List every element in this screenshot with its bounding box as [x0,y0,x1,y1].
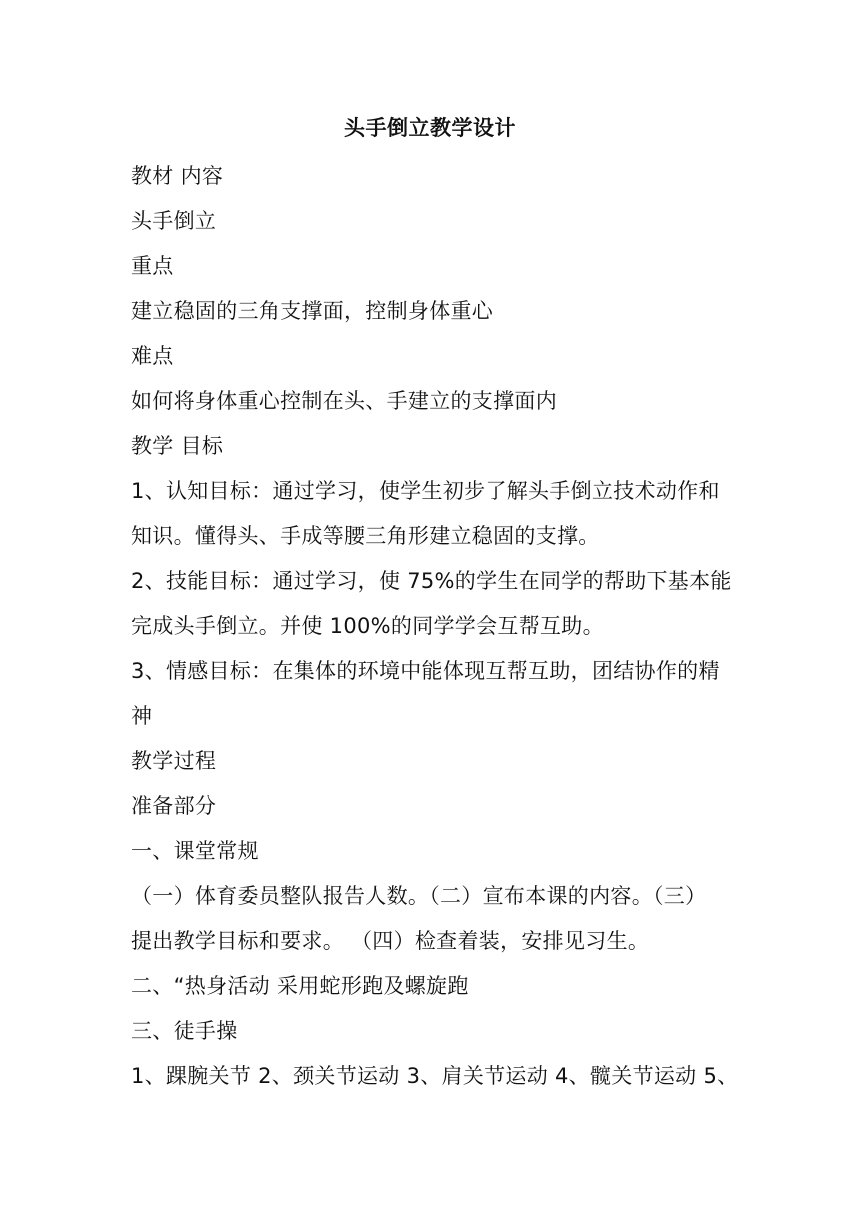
text-line: 提出教学目标和要求。 （四）检查着装，安排见习生。 [131,929,650,953]
text-line: 建立稳固的三角支撑面，控制身体重心 [131,299,494,323]
text-line: 完成头手倒立。并使 100%的同学学会互帮互助。 [131,614,604,638]
text-line: 准备部分 [131,794,217,818]
text-line: 2、技能目标：通过学习，使 75%的学生在同学的帮助下基本能 [131,569,732,593]
text-line: 三、徒手操 [131,1019,238,1043]
text-line: 教材 内容 [131,164,224,188]
text-line: 如何将身体重心控制在头、手建立的支撑面内 [131,389,557,413]
text-line: （一）体育委员整队报告人数。（二）宣布本课的内容。（三） [131,884,707,908]
text-line: 1、踝腕关节 2、颈关节运动 3、肩关节运动 4、髋关节运动 5、 [131,1064,739,1088]
text-line: 难点 [131,344,174,368]
document-title: 头手倒立教学设计 [344,116,516,140]
text-line: 头手倒立 [131,209,217,233]
text-line: 教学 目标 [131,434,224,458]
text-line: 二、“热身活动 采用蛇形跑及螺旋跑 [131,974,469,998]
text-line: 重点 [131,254,174,278]
text-line: 3、情感目标：在集体的环境中能体现互帮互助，团结协作的精 [131,659,720,683]
document-body [131,154,739,1099]
text-line: 1、认知目标：通过学习，使学生初步了解头手倒立技术动作和 [131,479,720,503]
text-line: 知识。懂得头、手成等腰三角形建立稳固的支撑。 [131,524,600,548]
text-line: 教学过程 [131,749,217,773]
text-line: 神 [131,704,153,728]
text-line: 一、课堂常规 [131,839,259,863]
